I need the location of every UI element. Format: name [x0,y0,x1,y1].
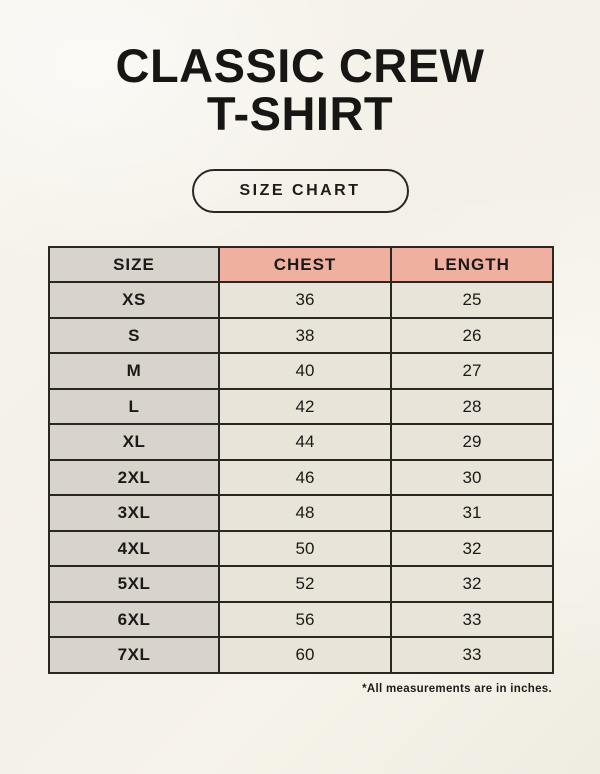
size-cell: S [49,318,219,354]
chest-cell: 48 [219,495,391,531]
table-row [49,424,553,460]
size-cell: 2XL [49,460,219,496]
measurements-footnote: *All measurements are in inches. [362,682,552,695]
table-row [49,389,553,425]
length-cell: 30 [391,460,553,496]
size-cell: XL [49,424,219,460]
length-cell: 32 [391,566,553,602]
length-cell: 33 [391,602,553,638]
size-cell: 7XL [49,637,219,673]
table-row [49,602,553,638]
table-row [49,282,553,318]
chest-cell: 56 [219,602,391,638]
length-cell: 28 [391,389,553,425]
size-table [48,246,554,674]
chest-cell: 40 [219,353,391,389]
size-cell: 6XL [49,602,219,638]
chest-cell: 46 [219,460,391,496]
column-header-size: SIZE [49,247,219,283]
size-cell: M [49,353,219,389]
page-title [0,0,600,138]
chest-cell: 42 [219,389,391,425]
size-cell: 4XL [49,531,219,567]
chest-cell: 52 [219,566,391,602]
length-cell: 33 [391,637,553,673]
length-cell: 26 [391,318,553,354]
table-row [49,531,553,567]
table-row [49,637,553,673]
size-cell: XS [49,282,219,318]
size-chart-badge: SIZE CHART [192,169,409,213]
chest-cell: 50 [219,531,391,567]
length-cell: 27 [391,353,553,389]
table-row [49,495,553,531]
length-cell: 25 [391,282,553,318]
table-row [49,318,553,354]
chest-cell: 44 [219,424,391,460]
table-row [49,460,553,496]
table-row [49,566,553,602]
size-cell: 3XL [49,495,219,531]
length-cell: 29 [391,424,553,460]
chest-cell: 38 [219,318,391,354]
size-table-body [49,282,553,673]
length-cell: 32 [391,531,553,567]
chest-cell: 36 [219,282,391,318]
column-header-chest: CHEST [219,247,391,283]
chest-cell: 60 [219,637,391,673]
size-table-container [48,246,552,695]
page-title-line1: CLASSIC CREW [115,39,485,92]
size-cell: L [49,389,219,425]
table-row [49,353,553,389]
column-header-length: LENGTH [391,247,553,283]
table-header-row [49,247,553,283]
page-title-line2: T-SHIRT [206,86,394,140]
length-cell: 31 [391,495,553,531]
size-cell: 5XL [49,566,219,602]
